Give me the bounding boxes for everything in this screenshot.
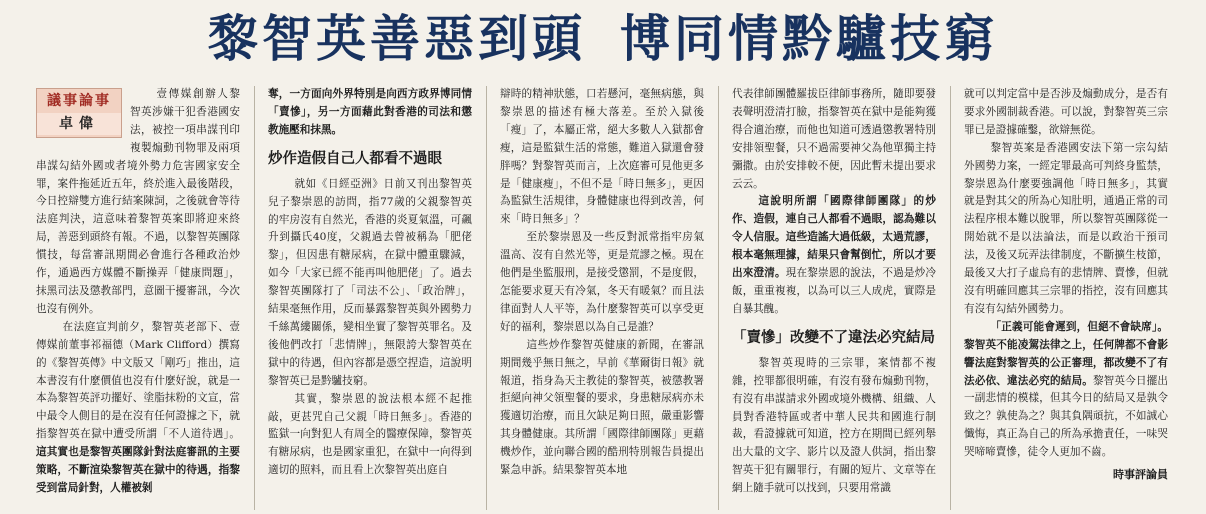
column-badge — [36, 88, 122, 138]
subhead: 炒作造假自己人都看不過眼 — [268, 150, 442, 167]
subhead: 「賣慘」改變不了違法必究結局 — [732, 329, 935, 346]
paragraph-text: 黎智英今日擺出一副悲情的模樣，但其今日的結局又是孰令致之？孰使為之？與其負隅頑抗，不如誠心懺悔，真正為自己的所為承擔責任，一味哭哭啼啼賣慘，徒令人更加不齒。 — [964, 374, 1168, 459]
paragraph — [732, 193, 936, 318]
column-rule — [718, 86, 719, 510]
bold-text: 「正義可能會遲到，但絕不會缺席」。黎智英不能凌駕法律之上，任何牌都不會影響法庭對黎智英的公正審理，都改變不了有法必依、違法必究的結局。 — [964, 320, 1168, 387]
author-name: 卓偉 — [37, 113, 121, 135]
bold-paragraph: 奪，一方面向外界特別是向西方政界博同情「賣慘」，另一方面藉此對香港的司法和懲教施壓和抹黑。 — [268, 88, 472, 136]
column-1 — [36, 86, 240, 510]
article-columns — [36, 86, 1176, 510]
paragraph — [964, 319, 1168, 462]
column-rule — [486, 86, 487, 510]
paragraph: 就如《日經亞洲》日前又刊出黎智英兒子黎崇恩的訪問，指77歲的父親黎智英的牢房沒有自然光，香港的炎夏氣溫，可飆升到攝氏40度，父親過去曾被稱為「肥佬黎」，但因患有糖尿病，在獄中體重驟減，如今「大家已經不能再叫他肥佬」了。過去黎智英團隊打了「司法不公」、「政治牌」，結果毫無作用，反而暴露黎智英與外國勢力千絲萬縷關係，變相坐實了黎智英罪名。及後他們改打「悲情牌」，無限誇大黎智英在獄中的待遇，但內容都是憑空捏造，這說明黎智英已是黔驢技窮。 — [268, 177, 472, 387]
column-rule — [254, 86, 255, 510]
paragraph: 壹傳媒創辦人黎智英涉嫌干犯香港國安法，被控一項串謀刊印複製煽動刊物罪及兩項串謀勾結外國或者境外勢力危害國家安全罪，案件拖延近五年，終於進入最後階段，今日控辯雙方進行結案陳詞，之後就會等待法庭判決，這意味着黎智英案即將迎來終局，善惡到頭終有報。不過，以黎智英團隊慣技，每當審訊期間必會進行各種政治炒作，通過西方媒體不斷操弄「健康問題」，抹黑司法及懲教部門，意圖干擾審訊，今次也沒有例外。 — [36, 88, 240, 315]
paragraph: 這些炒作黎智英健康的新聞，在審訊期間幾乎無日無之，早前《華爾街日報》就報道，指身為天主教徒的黎智英，被懲教署拒絕向神父領聖餐的要求，身患糖尿病亦未獲適切治療，而且欠缺足夠日照，嚴重影響其身體健康。其所謂「國際律師團隊」更藉機炒作，並向聯合國的酷刑特別報告員提出緊急申訴。結果黎智英本地 — [500, 338, 704, 477]
column-3 — [500, 86, 704, 510]
paragraph: 其實，黎崇恩的說法根本經不起推敲，更甚咒自己父親「時日無多」。香港的監獄一向對犯人有周全的醫療保障，黎智英有糖尿病，也是國家重犯，在獄中一向得到適切的照料，而且看上次黎智英出庭自 — [268, 392, 472, 477]
column-name: 議事論事 — [47, 93, 111, 109]
column-5 — [964, 86, 1168, 510]
paragraph: 黎智英現時的三宗罪，案情都不複雜，控罪都很明確，有沒有發布煽動刊物，有沒有串謀請求外國或境外機構、組織、人員對香港特區或者中華人民共和國進行制裁，看證據就可知道，控方在期間已經列舉出大量的文字、影片以及證人供詞，指出黎智英干犯有關罪行，有關的短片、文章等在網上隨手就可以找到，只要用常識 — [732, 356, 936, 495]
paragraph: 至於黎崇恩及一些反對派常指牢房氣溫高、沒有自然光等，更是荒謬之極。現在他們是坐監服刑，是接受懲罰，不是度假，怎能要求夏天有冷氣，冬天有暖氣？而且法律面對人人平等，為什麼黎智英可以享受更好的福利，黎崇恩以為自己是誰？ — [500, 231, 704, 333]
paragraph: 黎智英案是香港國安法下第一宗勾結外國勢力案，一經定罪最高可判終身監禁，黎崇恩為什麼要強調他「時日無多」，其實就是對其父的所為心知肚明，通過正常的司法程序根本難以脫罪，所以黎智英團隊從一開始就不是以法論法，而是以政治干預司法，及後又玩弄法律制度，不斷擴生枝節，最後又大打子虛烏有的悲情牌、賣慘，但就沒有明確回應其三宗罪的指控，沒有回應其有沒有勾結外國勢力。 — [964, 141, 1168, 315]
paragraph: 辯時的精神狀態，口若懸河，毫無病態，與黎崇恩的描述有極大落差。至於入獄後「瘦」了，本屬正常，絕大多數人入獄都會瘦，這是監獄生活的常態，難道入獄還會發胖嗎？對黎智英而言，上次庭審可見他更多是「健康瘦」，不但不是「時日無多」，更因為監獄生活規律，身體健康也得到改善，何來「時日無多」？ — [500, 88, 704, 226]
bold-text: 這其實也是黎智英團隊針對法庭審訊的主要策略，不斷渲染黎智英在獄中的待遇，指黎受到當局針對，人權被剝 — [36, 446, 240, 494]
paragraph — [36, 319, 240, 498]
paragraph: 就可以判定當中是否涉及煽動成分，是否有要求外國制裁香港。可以說，對黎智英三宗罪已是證據確鑿，欲辯無從。 — [964, 88, 1168, 136]
paragraph-text: 在法庭宣判前夕，黎智英老部下、壹傳媒前董事祁福德（Mark Clifford）撰寫的《黎智英傳》中文版又「剛巧」推出，這本書沒有什麼價值也沒有什麼好說，就是一本為黎智英評功擺好、塗脂抹粉的文宣，當中最令人側目的是在沒有任何證據之下，就指黎智英在獄中遭受所謂「不人道待遇」。 — [36, 320, 240, 441]
signature: 時事評論員 — [1113, 468, 1168, 482]
headline-part-1: 黎智英善惡到頭 — [208, 10, 586, 68]
column-rule — [950, 86, 951, 510]
headline-part-2: 博同情黔驢技窮 — [620, 10, 998, 68]
column-2 — [268, 86, 472, 510]
column-4 — [732, 86, 936, 510]
bold-text: 這說明所謂「國際律師團隊」的炒作、造假，連自己人都看不過眼，認為難以令人信服。這些造謠大過低級，太過荒謬，根本毫無理據，結果只會幫倒忙，所以才要出來澄清。 — [732, 195, 936, 280]
paragraph-text: 現在黎崇恩的說法，不過是炒冷飯，重重複複，以為可以三人成虎，實際是自暴其醜。 — [732, 267, 936, 315]
paragraph: 代表律師團體羅拔臣律師事務所，隨即要發表聲明澄清打臉，指黎智英在獄中是能夠獲得合適治療，而他也知道可透過懲教署特別安排領聖餐，只不過需要神父為他單獨主持彌撒。由於安排較不便，因此暫未提出要求云云。 — [732, 88, 936, 190]
headline — [0, 2, 1206, 76]
